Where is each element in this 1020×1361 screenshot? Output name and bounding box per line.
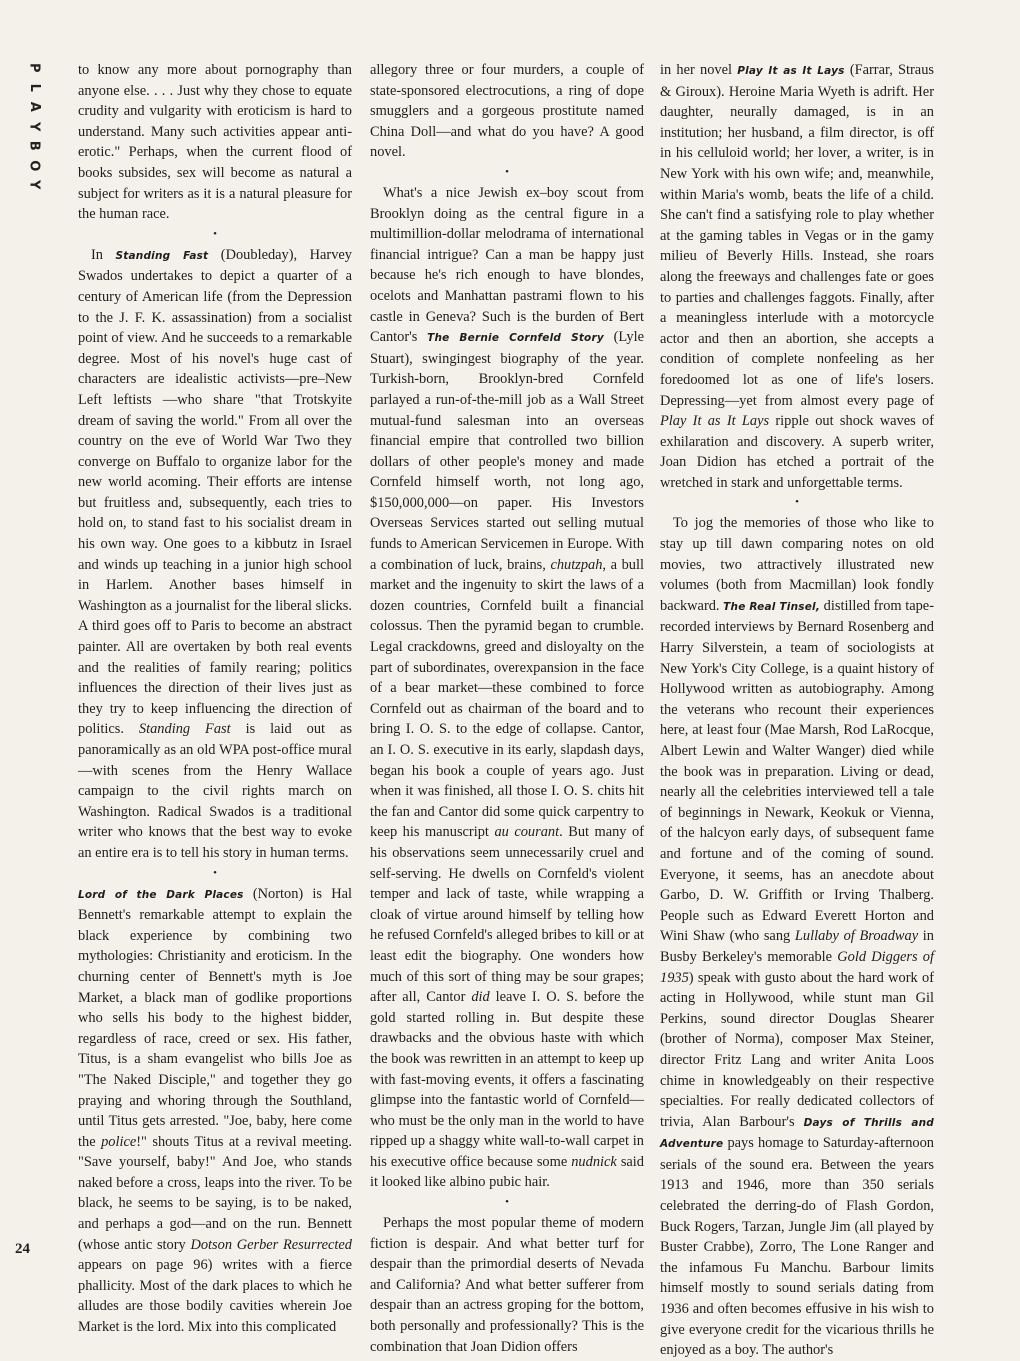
book-title: The Bernie Cornfeld Story (427, 332, 604, 345)
italic-text: chutzpah (550, 556, 603, 573)
text-run: distilled from tape-recorded interviews by Bernard Rosenberg and Harry Silverstein, a team of sociologists at New York's City College, is a quaint history of Hollywood written as autobiography. Among the veterans who recount their experiences here, at least four (Mae Marsh, Rod LaRocque, Albert Lewin and Walter Wanger) died while the book was in preparation. Living or dead, nearly all the celebrities interviewed tell a tale of beginnings in Newark, Keokuk or Vienna, of the halcyon early days, of subsequent fame and fortune and of the coming of sound. Everyone, it seems, has an anecdote about Garbo, D. W. Griffith or Irving Thalberg. People such as Edward Everett Horton and Wini Shaw (who sang (660, 597, 934, 945)
italic-text: police (101, 1133, 137, 1150)
text-run: in her novel (660, 62, 738, 78)
paragraph (660, 60, 934, 493)
text-run: ) speak with gusto about the hard work of acting in Hollywood, while stunt man Gil Perkins, sound director Douglas Shearer (brother of Norma), composer Max Steiner, director Fritz Lang and writer Anita Loos chime in knowledgeably on their respective specialties. For really dedicated collectors of trivia, Alan Barbour's (660, 969, 934, 1130)
text-run: ripple out shock waves of exhilaration and discovery. A superb writer, Joan Didion has etched a portrait of the wretched in stark and unforgettable terms. (660, 413, 935, 491)
text-run: appears on page 96) writes with a fierce phallicity. Most of the dark places to which he alludes are those bodily cavities wherein Joe Market is the lord. Mix into this complicated (78, 1257, 352, 1336)
masthead-letter: A (26, 101, 42, 112)
section-bullet: • (795, 496, 799, 509)
masthead-letter: Y (26, 121, 42, 131)
text-run: allegory three or four murders, a couple of state-sponsored electrocutions, a ring of dope smugglers and a gorgeous prostitute named China Doll—and what do you have? A good novel. (370, 62, 644, 161)
paragraph (370, 60, 644, 163)
section-bullet: • (213, 227, 217, 240)
paragraph (78, 60, 352, 225)
masthead (20, 58, 48, 195)
book-title: Lord of the Dark Places (78, 888, 244, 901)
paragraph (370, 1213, 644, 1357)
text-run: What's a nice Jewish ex–boy scout from Brooklyn doing as the central figure in a multimillion-dollar melodrama of international financial intrigue? Can a man be happy just because he's rich enough to have blondes, ocelots and Manhattan pastrami flown to his castle in Geneva? Such is the burden of Bert Cantor's (370, 184, 644, 346)
text-run: is laid out as panoramically as an old WPA post-office mural—with scenes from the Henry Wallace campaign to the civil rights march on Washington. Radical Swados is a traditional writer who knows that the best way to evoke an entire era is to tell his story in human terms. (78, 721, 352, 861)
section-bullet: • (505, 165, 509, 178)
text-run: To jog the memories of those who like to stay up till dawn comparing notes on old movies, two attractively illustrated new volumes (both from Macmillan) look fondly backward. (660, 515, 934, 614)
italic-text: Lullaby of Broadway (794, 928, 919, 945)
section-bullet: • (505, 1196, 509, 1209)
italic-text: nudnick (571, 1153, 617, 1170)
book-title: Days of Thrills and Adventure (660, 1116, 934, 1151)
paragraph (660, 513, 934, 1360)
book-title: Play It as It Lays (737, 65, 845, 77)
masthead-letter: Y (26, 180, 42, 190)
text-run: !" shouts Titus at a revival meeting. "Save yourself, baby!" And Joe, who stands naked before a cross, leaps into the river. To be black, he seems to be saying, is to be naked, and perhaps a god—and on the run. Bennett (whose antic story (78, 1133, 352, 1253)
column-2 (370, 60, 644, 1357)
text-run: to know any more about pornography than anyone else. . . . Just why they chose to equate crudity and vulgarity with eroticism is hard to understand. Many such activities appear anti-erotic." Perhaps, when the current flood of books subsides, sex will become as natural a subject for writers as it is a natural pleasure for the human race. (78, 62, 352, 223)
column-3 (660, 60, 934, 1361)
text-run: Perhaps the most popular theme of modern fiction is despair. And what better turf for despair than the primordial deserts of Nevada and California? And what better sufferer from despair than an actress groping for the bottom, both personally and professionally? This is the combination that Joan Didion offers (370, 1215, 644, 1355)
text-run: , a bull market and the ingenuity to skirt the laws of a dozen countries, Cornfeld built a financial colossus. Then the pyramid began to crumble. Legal crackdowns, greed and disloyalty on the part of subordinates, overexpansion in the face of a bear market—these combined to force Cornfeld out as chairman of the board and to bring I. O. S. to the edge of collapse. Cantor, an I. O. S. executive in its early, slapdash days, began his book a couple of years ago. Just when it was finished, all those I. O. S. chits hit the fan and Cantor did some quick carpentry to keep his manuscript (370, 556, 644, 841)
page-number: 24 (15, 1241, 30, 1257)
italic-text: Play It as It Lays (660, 413, 770, 430)
text-run: in Busby Berkeley's memorable (660, 928, 934, 965)
text-run: said it looked like albino pubic hair. (370, 1153, 644, 1191)
italic-text: Dotson Gerber Resurrected (190, 1236, 352, 1253)
book-title: Standing Fast (115, 249, 209, 262)
masthead-letter: B (26, 140, 42, 151)
paragraph (78, 245, 352, 864)
text-run: (Farrar, Straus & Giroux). Heroine Maria Wyeth is adrift. Her daughter, neurally damaged, is in an institution; her husband, a film director, is off in his celluloid world; her lover, a writer, is in New York with his own wife; and, meanwhile, within Maria's womb, beats the life of a child. She can't find a satisfying role to play whether at the gaming tables in Vegas or in the gamy milieu of Beverly Hills. Instead, she roars along the freeways and challenges fate or goes to parties and challenges faggots. Finally, after a meaningless interlude with a motorcycle actor and then an abortion, she accepts a condition of complete nonfeeling as her foredoomed lot as one of life's losers. Depressing—yet from almost every page of (660, 62, 934, 409)
masthead-letter: L (26, 83, 42, 92)
italic-text: Standing Fast (138, 721, 231, 738)
section-bullet: • (213, 866, 217, 879)
italic-text: Gold Diggers of 1935 (660, 948, 934, 986)
book-title: The Real Tinsel, (723, 600, 821, 613)
italic-text: au courant (494, 824, 560, 841)
text-run: . But many of his observations seem unnecessarily cruel and self-serving. He dwells on Cornfeld's violent temper and lack of taste, while wrapping a cloak of virtue around himself by telling how he refused Cornfeld's alleged bribes to kill or at least edit the biography. One wonders how much of this sort of thing may be sour grapes; after all, Cantor (370, 824, 644, 1006)
text-run: (Lyle Stuart), swingingest biography of the year. Turkish-born, Brooklyn-bred Cornfeld parlayed a run-of-the-mill job as a Wall Street mutual-fund salesman into an overseas financial empire that controlled two billion dollars of other people's money and made Cornfeld himself worth, not long ago, $150,000,000—on paper. His Investors Overseas Services started out selling mutual funds to American Servicemen in Europe. With a combination of luck, brains, (370, 329, 645, 573)
text-run: (Doubleday), Harvey Swados undertakes to depict a quarter of a century of American life (from the Depression to the J. F. K. assassination) from a socialist point of view. And he succeeds to a remarkable degree. Most of his novel's huge cast of characters are idealistic activists—pre–New Left leftists —who share "that Trotskyite dream of saving the world." From all over the country on the eve of World War Two they converge on Buffalo to organize labor for the new world acoming. Their efforts are intense but fruitless and, subsequently, each tries to hold on, to stand fast to his socialist dream in his own way. One goes to a kibbutz in Israel and winds up teaching in a junior high school in Harlem. Another bases himself in Washington as a journalist for the liberal slicks. A third goes off to Paris to become an abstract painter. All are overtaken by both real events and the realities of family rearing; politics influences the direction of their lives just as they try to keep influencing the direction of politics. (78, 246, 353, 738)
text-run: (Norton) is Hal Bennett's remarkable attempt to explain the black experience by combining two mythologies: Christianity and eroticism. In the churning center of Bennett's myth is Joe Market, a black man of godlike proportions who sells his body to the highest bidder, regardless of race, creed or sex. His father, Titus, is a sham evangelist who bills Joe as "The Naked Disciple," and together they go praying and whoring through the Southland, until Titus gets arrested. "Joe, baby, here come the (78, 885, 352, 1150)
paragraph (78, 884, 352, 1338)
paragraph (370, 183, 644, 1193)
text-run: In (91, 246, 116, 263)
italic-text: did (471, 989, 490, 1006)
text-run: leave I. O. S. before the gold started rolling in. But despite these drawbacks and the obvious haste with which the book was rewritten in an attempt to keep up with fast-moving events, it offers a fascinating glimpse into the fantastic world of Cornfeld—who must be the only man in the world to have ripped up a shaggy white wall-to-wall carpet in his executive office because some (370, 989, 644, 1170)
masthead-letter: O (26, 159, 42, 171)
column-1 (78, 60, 352, 1338)
text-run: pays homage to Saturday-afternoon serials of the sound era. Between the years 1913 and 1946, more than 350 serials celebrated the derring-do of Flash Gordon, Buck Rogers, Tarzan, Jungle Jim (all played by Buster Crabbe), Zorro, The Lone Ranger and the infamous Fu Manchu. Barbour limits himself mostly to sound serials dating from 1936 and often becomes effusive in his wish to give everyone credit for the vicarious thrills he enjoyed as a boy. The author's (660, 1135, 934, 1359)
masthead-letter: P (26, 62, 42, 73)
